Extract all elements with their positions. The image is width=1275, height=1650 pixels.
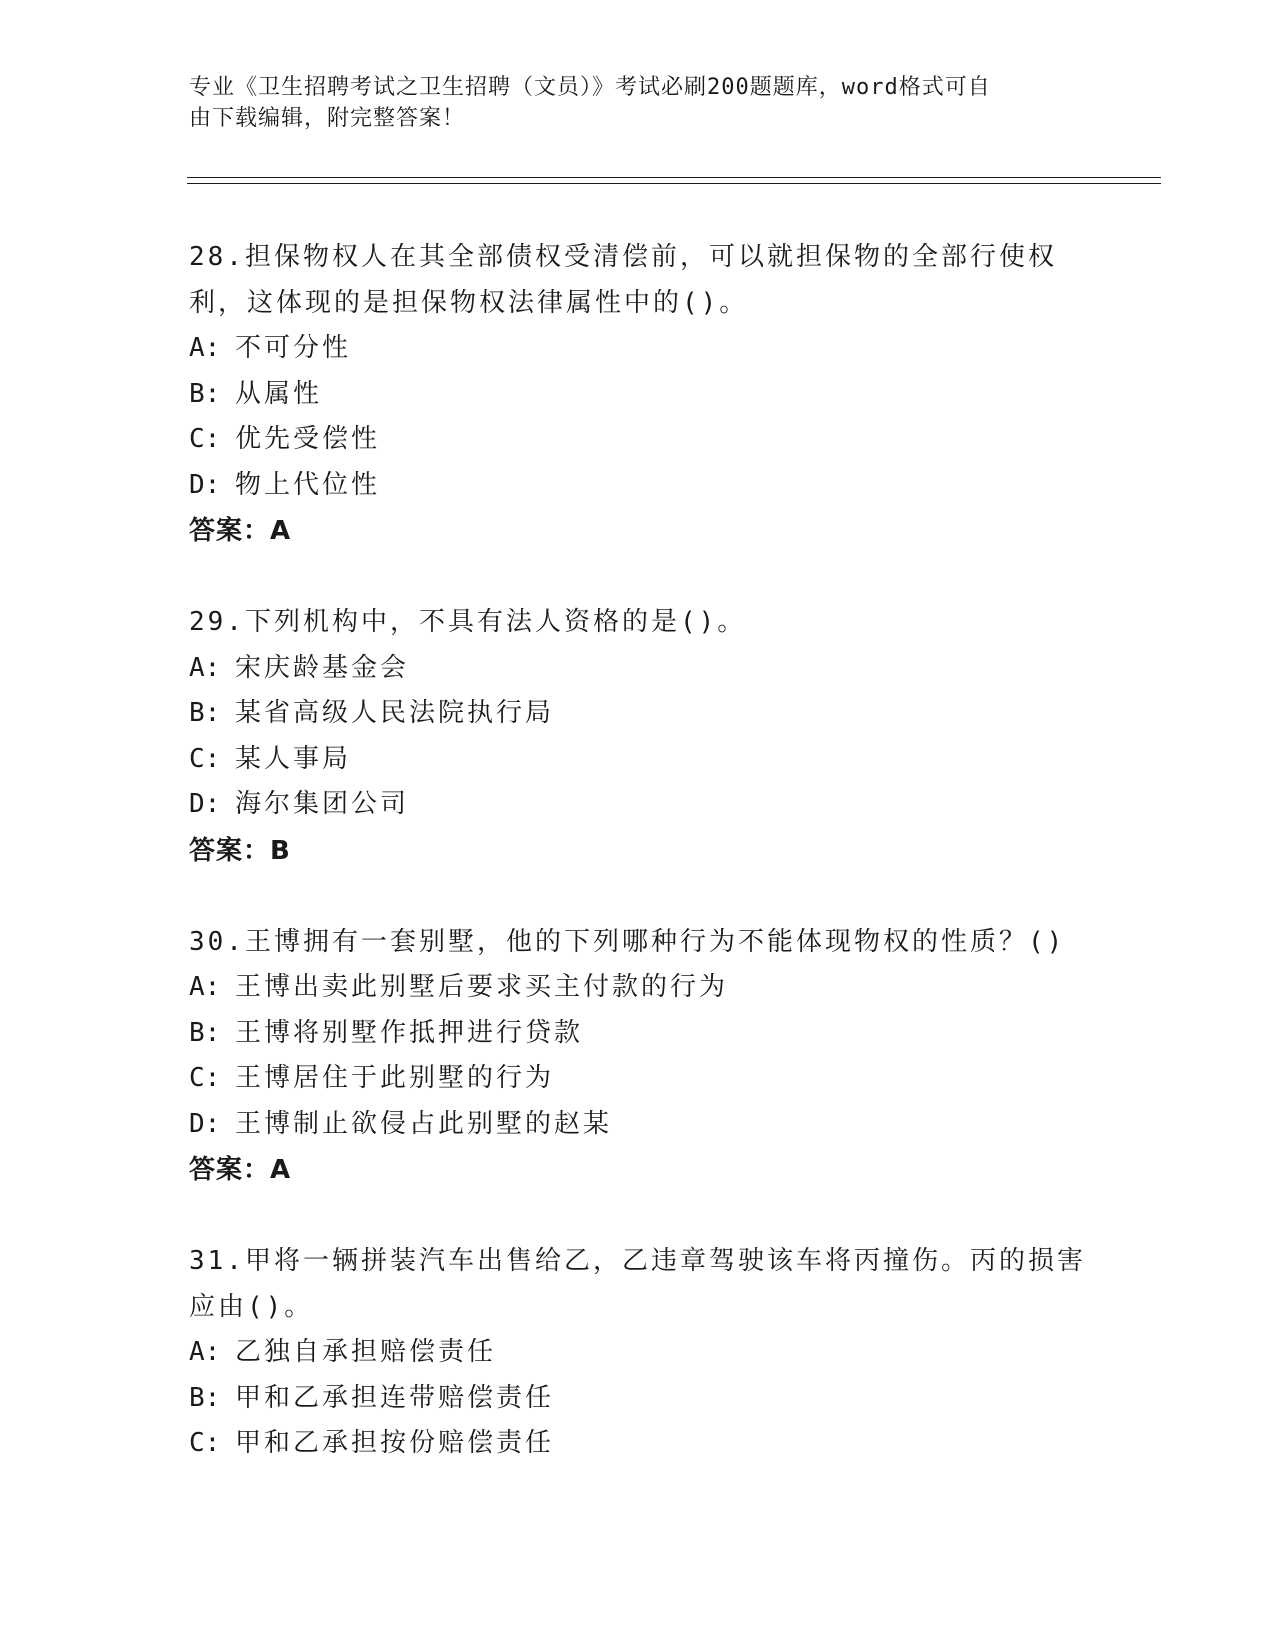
option-letter: C: bbox=[189, 1063, 221, 1093]
option-letter: A: bbox=[189, 652, 221, 683]
option-c bbox=[189, 1421, 1089, 1467]
question-29 bbox=[189, 600, 1089, 874]
option-b bbox=[189, 1011, 1089, 1057]
option-text: 甲和乙承担连带赔偿责任 bbox=[235, 1382, 555, 1413]
option-text: 从属性 bbox=[235, 378, 323, 409]
document-header bbox=[189, 72, 1089, 134]
question-31 bbox=[189, 1239, 1089, 1467]
option-letter: C: bbox=[189, 424, 221, 454]
option-text: 王博出卖此别墅后要求买主付款的行为 bbox=[235, 972, 729, 1002]
question-stem: 31.甲将一辆拼装汽车出售给乙，乙违章驾驶该车将丙撞伤。丙的损害应由()。 bbox=[189, 1246, 1086, 1322]
option-d bbox=[189, 1102, 1089, 1148]
header-line-2: 由下载编辑，附完整答案！ bbox=[189, 106, 466, 131]
option-letter: A: bbox=[189, 333, 221, 363]
option-a bbox=[189, 646, 1089, 692]
option-letter: B: bbox=[189, 698, 221, 728]
option-text: 王博将别墅作抵押进行贷款 bbox=[235, 1017, 584, 1048]
option-text: 乙独自承担赔偿责任 bbox=[235, 1337, 497, 1367]
question-28 bbox=[189, 235, 1089, 554]
question-stem: 30.王博拥有一套别墅，他的下列哪种行为不能体现物权的性质？() bbox=[189, 926, 1066, 957]
question-stem: 29.下列机构中，不具有法人资格的是()。 bbox=[189, 607, 747, 637]
option-a bbox=[189, 1330, 1089, 1376]
option-letter: A: bbox=[189, 972, 221, 1002]
option-letter: B: bbox=[189, 378, 221, 409]
option-c bbox=[189, 737, 1089, 783]
option-letter: C: bbox=[189, 1428, 221, 1458]
question-stem: 28.担保物权人在其全部债权受清偿前，可以就担保物的全部行使权利，这体现的是担保物权法律属性中的()。 bbox=[189, 242, 1057, 318]
option-letter: A: bbox=[189, 1337, 221, 1367]
answer-line: 答案：B bbox=[189, 835, 291, 866]
option-c bbox=[189, 1056, 1089, 1102]
option-d bbox=[189, 463, 1089, 509]
answer-line: 答案：A bbox=[189, 516, 292, 546]
option-text: 海尔集团公司 bbox=[235, 789, 410, 819]
option-letter: B: bbox=[189, 1017, 221, 1048]
option-text: 王博制止欲侵占此别墅的赵某 bbox=[235, 1108, 613, 1139]
option-a bbox=[189, 965, 1089, 1011]
option-letter: B: bbox=[189, 1382, 221, 1413]
answer-line: 答案：A bbox=[189, 1155, 292, 1185]
header-line-1: 专业《卫生招聘考试之卫生招聘（文员）》考试必刷200题题库，word格式可自 bbox=[189, 75, 991, 100]
option-text: 宋庆龄基金会 bbox=[235, 652, 410, 683]
option-text: 王博居住于此别墅的行为 bbox=[235, 1063, 555, 1093]
option-text: 优先受偿性 bbox=[235, 424, 381, 454]
header-divider bbox=[187, 177, 1161, 184]
option-b bbox=[189, 372, 1089, 418]
option-text: 某省高级人民法院执行局 bbox=[235, 698, 555, 728]
option-c bbox=[189, 417, 1089, 463]
option-letter: D: bbox=[189, 469, 221, 500]
option-a bbox=[189, 326, 1089, 372]
option-b bbox=[189, 691, 1089, 737]
option-letter: D: bbox=[189, 1108, 221, 1139]
option-letter: D: bbox=[189, 789, 221, 819]
option-text: 物上代位性 bbox=[235, 469, 381, 500]
question-list bbox=[189, 235, 1089, 1513]
option-text: 不可分性 bbox=[235, 333, 352, 363]
option-letter: C: bbox=[189, 743, 221, 774]
option-text: 某人事局 bbox=[235, 743, 352, 774]
option-text: 甲和乙承担按份赔偿责任 bbox=[235, 1428, 555, 1458]
option-b bbox=[189, 1376, 1089, 1422]
option-d bbox=[189, 782, 1089, 828]
question-30 bbox=[189, 920, 1089, 1194]
